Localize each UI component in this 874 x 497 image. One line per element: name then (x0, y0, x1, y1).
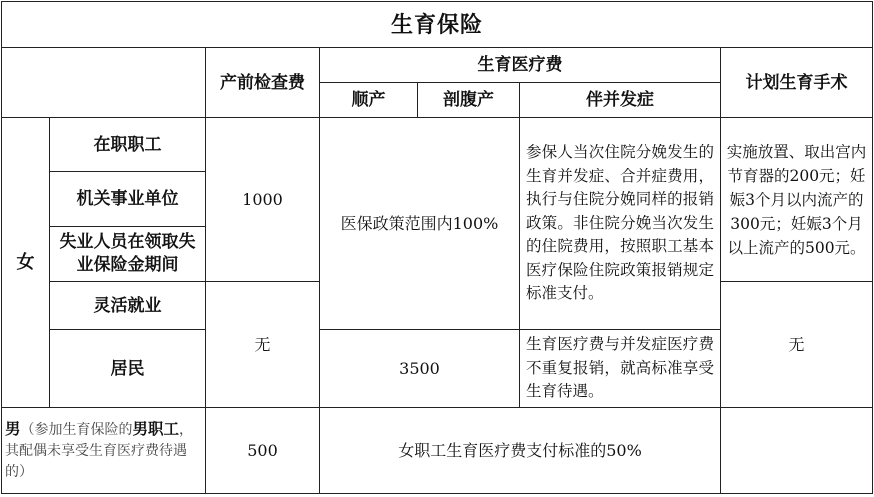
male-family-planning-cell (721, 408, 873, 494)
male-label-bold-1: 男 (5, 419, 21, 438)
female-label: 女 (2, 118, 50, 408)
male-label (2, 408, 206, 494)
delivery-policy-value: 医保政策范围内100% (320, 118, 520, 330)
complication-policy-text: 参保人当次住院分娩发生的生育并发症、合并症费用，执行与住院分娩同样的报销政策。非住院分娩当次发生的住院费用，按照职工基本医疗保险住院政策报销规定标准支付。 (520, 118, 721, 330)
header-natural-birth: 顺产 (320, 83, 418, 118)
maternity-insurance-table (1, 1, 873, 494)
category-unemployed: 失业人员在领取失业保险金期间 (50, 227, 206, 282)
header-family-planning: 计划生育手术 (721, 48, 873, 118)
header-blank-cell (2, 48, 206, 118)
family-planning-none-value: 无 (721, 282, 873, 408)
prenatal-fee-value: 1000 (206, 118, 320, 282)
prenatal-none-value: 无 (206, 282, 320, 408)
category-employed: 在职职工 (50, 118, 206, 172)
table-title: 生育保险 (2, 2, 873, 48)
category-flexible: 灵活就业 (50, 282, 206, 330)
header-complication: 伴并发症 (520, 83, 721, 118)
resident-complication-text: 生育医疗费与并发症医疗费不重复报销，就高标准享受生育待遇。 (520, 330, 721, 408)
male-label-normal-2: ，其配偶未享受生育医疗费待遇的） (5, 422, 194, 480)
category-resident: 居民 (50, 330, 206, 408)
family-planning-text: 实施放置、取出宫内节育器的200元；妊娠3个月以内流产的300元；妊娠3个月以上流产的500元。 (721, 118, 873, 282)
header-cesarean: 剖腹产 (418, 83, 520, 118)
category-institution: 机关事业单位 (50, 172, 206, 227)
male-label-normal-1: （参加生育保险的 (20, 422, 133, 438)
header-prenatal: 产前检查费 (206, 48, 320, 118)
header-maternity-medical: 生育医疗费 (320, 48, 721, 83)
male-label-bold-2: 男职工 (132, 419, 180, 438)
male-delivery-text: 女职工生育医疗费支付标准的50% (320, 408, 721, 494)
resident-delivery-value: 3500 (320, 330, 520, 408)
male-prenatal-fee-value: 500 (206, 408, 320, 494)
